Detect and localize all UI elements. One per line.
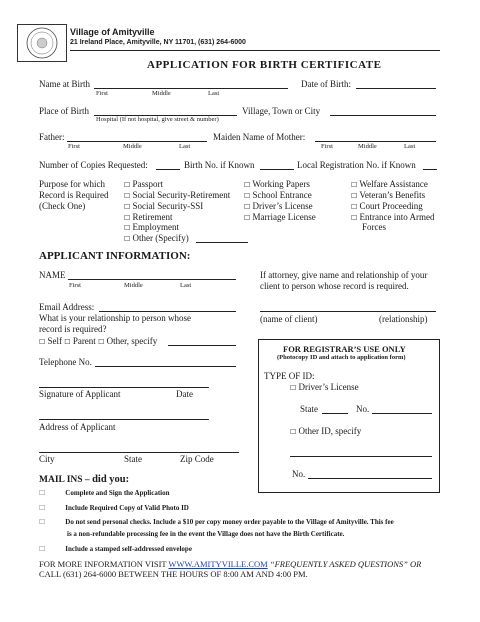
zip-label: Zip Code bbox=[180, 454, 214, 464]
state-label: State bbox=[124, 454, 142, 464]
checkbox-icon[interactable]: ☐ bbox=[39, 489, 46, 497]
registrar-title: FOR REGISTRAR’S USE ONLY bbox=[283, 344, 406, 354]
checkbox-icon[interactable]: ☐ bbox=[351, 203, 358, 211]
email-input[interactable] bbox=[99, 311, 236, 312]
last-label: Last bbox=[208, 90, 220, 97]
name-at-birth-label: Name at Birth bbox=[39, 79, 90, 89]
form-title: APPLICATION FOR BIRTH CERTIFICATE bbox=[147, 59, 382, 71]
email-label: Email Address: bbox=[39, 302, 95, 312]
first-label: First bbox=[96, 90, 108, 97]
purpose-option-drivers-license[interactable]: ☐ Driver’s License bbox=[244, 201, 313, 211]
date-of-birth-label: Date of Birth: bbox=[301, 79, 351, 89]
place-of-birth-label: Place of Birth bbox=[39, 106, 89, 116]
address-line-1[interactable] bbox=[39, 419, 209, 420]
telephone-input[interactable] bbox=[95, 366, 236, 367]
copies-requested-label: Number of Copies Requested: bbox=[39, 160, 148, 170]
applicant-middle-label: Middle bbox=[124, 282, 143, 289]
applicant-last-label: Last bbox=[180, 282, 192, 289]
checkbox-icon[interactable]: ☐ bbox=[39, 518, 46, 526]
registrar-no2-input[interactable] bbox=[308, 478, 432, 479]
checkbox-icon[interactable]: ☐ bbox=[351, 214, 358, 222]
footer-line-2: CALL (631) 264-6000 BETWEEN THE HOURS OF 8:00 AM AND 4:00 PM. bbox=[39, 569, 308, 579]
telephone-label: Telephone No. bbox=[39, 357, 92, 367]
checkbox-icon[interactable]: ☐ bbox=[351, 181, 358, 189]
birth-no-label: Birth No. if Known bbox=[184, 160, 255, 170]
relationship-question-1: What is your relationship to person whose bbox=[39, 313, 191, 323]
purpose-other-input[interactable] bbox=[196, 242, 248, 243]
registrar-no2-label: No. bbox=[292, 469, 306, 479]
father-middle-label: Middle bbox=[123, 143, 142, 150]
mother-first-label: First bbox=[321, 143, 333, 150]
purpose-armed-forces-cont: Forces bbox=[362, 222, 386, 232]
signature-input[interactable] bbox=[39, 387, 209, 388]
mail-ins-item-4[interactable]: ☐ Include a stamped self-addressed envelope bbox=[39, 545, 192, 553]
purpose-option-retirement[interactable]: ☐ Retirement bbox=[124, 212, 173, 222]
checkbox-icon[interactable]: ☐ bbox=[124, 181, 131, 189]
registrar-no-label: No. bbox=[356, 404, 370, 414]
footer-line-1: FOR MORE INFORMATION VISIT WWW.AMITYVILLE.COM “FREQUENTLY ASKED QUESTIONS” OR bbox=[39, 559, 422, 569]
registrar-box bbox=[258, 339, 440, 493]
registrar-other-id-input[interactable] bbox=[290, 456, 432, 457]
purpose-option-employment[interactable]: ☐ Employment bbox=[124, 222, 180, 232]
org-address: 21 Ireland Place, Amityville, NY 11701, (631) 264-6000 bbox=[70, 39, 246, 46]
purpose-option-other[interactable]: ☐ Other (Specify) bbox=[124, 233, 189, 243]
checkbox-icon[interactable]: ☐ bbox=[39, 504, 46, 512]
seal-icon bbox=[18, 25, 66, 61]
mail-ins-item-3-cont: is a non-refundable processing fee in the event the Village does not have the Birth Certificate. bbox=[67, 530, 345, 538]
applicant-heading: APPLICANT INFORMATION: bbox=[39, 250, 191, 262]
village-town-city-input[interactable] bbox=[330, 115, 436, 116]
mail-ins-item-1[interactable]: ☐ Complete and Sign the Application bbox=[39, 489, 170, 497]
checkbox-icon[interactable]: ☐ bbox=[124, 235, 131, 243]
father-first-label: First bbox=[68, 143, 80, 150]
birth-no-input[interactable] bbox=[260, 169, 294, 170]
mother-last-label: Last bbox=[404, 143, 416, 150]
applicant-first-label: First bbox=[69, 282, 81, 289]
copies-requested-input[interactable] bbox=[156, 169, 180, 170]
org-name: Village of Amityville bbox=[70, 27, 155, 37]
purpose-option-armed-forces[interactable]: ☐ Entrance into Armed bbox=[351, 212, 435, 222]
checkbox-icon[interactable]: ☐ bbox=[39, 545, 46, 553]
registrar-other-id[interactable]: ☐ Other ID, specify bbox=[290, 426, 362, 436]
mother-middle-label: Middle bbox=[358, 143, 377, 150]
purpose-option-marriage-license[interactable]: ☐ Marriage License bbox=[244, 212, 316, 222]
registrar-no-input[interactable] bbox=[372, 413, 432, 414]
address-label: Address of Applicant bbox=[39, 422, 116, 432]
applicant-name-label: NAME bbox=[39, 270, 66, 280]
checkbox-icon[interactable]: ☐ bbox=[244, 214, 251, 222]
purpose-label-3: (Check One) bbox=[39, 201, 86, 211]
purpose-option-welfare[interactable]: ☐ Welfare Assistance bbox=[351, 179, 428, 189]
attorney-note-2: client to person whose record is required. bbox=[260, 281, 409, 291]
purpose-label-1: Purpose for which bbox=[39, 179, 105, 189]
other-option[interactable]: Other, specify bbox=[106, 336, 158, 346]
self-option[interactable]: Self bbox=[47, 336, 63, 346]
address-line-2[interactable] bbox=[39, 452, 239, 453]
father-last-label: Last bbox=[179, 143, 191, 150]
checkbox-icon[interactable]: ☐ bbox=[39, 338, 46, 346]
name-at-birth-input[interactable] bbox=[94, 88, 288, 89]
header-rule bbox=[70, 50, 440, 51]
parent-option[interactable]: Parent bbox=[72, 336, 96, 346]
purpose-option-ss-retirement[interactable]: ☐ Social Security-Retirement bbox=[124, 190, 231, 200]
village-seal-logo bbox=[17, 24, 67, 62]
checkbox-icon[interactable]: ☐ bbox=[290, 428, 297, 436]
checkbox-icon[interactable]: ☐ bbox=[124, 214, 131, 222]
purpose-option-passport[interactable]: ☐ Passport bbox=[124, 179, 164, 189]
type-of-id-label: TYPE OF ID: bbox=[264, 371, 315, 381]
middle-label: Middle bbox=[152, 90, 171, 97]
signature-label: Signature of Applicant bbox=[39, 389, 121, 399]
purpose-option-veterans[interactable]: ☐ Veteran’s Benefits bbox=[351, 190, 426, 200]
checkbox-icon[interactable]: ☐ bbox=[290, 384, 297, 392]
checkbox-icon[interactable]: ☐ bbox=[124, 224, 131, 232]
relationship-question-2: record is required? bbox=[39, 324, 107, 334]
father-input[interactable] bbox=[67, 141, 207, 142]
checkbox-icon[interactable]: ☐ bbox=[244, 203, 251, 211]
amityville-website-link[interactable]: WWW.AMITYVILLE.COM bbox=[168, 559, 268, 569]
local-reg-no-input[interactable] bbox=[423, 169, 437, 170]
purpose-option-working-papers[interactable]: ☐ Working Papers bbox=[244, 179, 310, 189]
applicant-name-input[interactable] bbox=[68, 279, 236, 280]
attorney-note-1: If attorney, give name and relationship of your bbox=[260, 270, 428, 280]
date-of-birth-input[interactable] bbox=[356, 88, 436, 89]
date-label: Date bbox=[176, 389, 193, 399]
purpose-label-2: Record is Required bbox=[39, 190, 109, 200]
relationship-options bbox=[39, 336, 157, 346]
registrar-state-label: State bbox=[300, 404, 318, 414]
registrar-drivers-license[interactable]: ☐ Driver’s License bbox=[290, 382, 359, 392]
maiden-name-mother-label: Maiden Name of Mother: bbox=[213, 132, 306, 142]
checkbox-icon[interactable]: ☐ bbox=[64, 338, 71, 346]
name-of-client-label: (name of client) bbox=[260, 314, 318, 324]
city-label: City bbox=[39, 454, 55, 464]
checkbox-icon[interactable]: ☐ bbox=[244, 192, 251, 200]
registrar-state-input[interactable] bbox=[322, 413, 348, 414]
registrar-subtitle: (Photocopy ID and attach to application form) bbox=[277, 354, 406, 361]
relationship-label: (relationship) bbox=[379, 314, 428, 324]
mail-ins-heading: MAIL INS – did you: bbox=[39, 474, 130, 485]
checkbox-icon[interactable]: ☐ bbox=[244, 181, 251, 189]
purpose-option-school-entrance[interactable]: ☐ School Entrance bbox=[244, 190, 312, 200]
checkbox-icon[interactable]: ☐ bbox=[351, 192, 358, 200]
purpose-option-ss-ssi[interactable]: ☐ Social Security-SSI bbox=[124, 201, 204, 211]
village-town-city-label: Village, Town or City bbox=[242, 106, 321, 116]
other-specify-input[interactable] bbox=[168, 345, 236, 346]
maiden-name-mother-input[interactable] bbox=[315, 141, 436, 142]
checkbox-icon[interactable]: ☐ bbox=[98, 338, 105, 346]
checkbox-icon[interactable]: ☐ bbox=[124, 192, 131, 200]
mail-ins-item-2[interactable]: ☐ Include Required Copy of Valid Photo ID bbox=[39, 504, 189, 512]
local-reg-no-label: Local Registration No. if Known bbox=[297, 160, 416, 170]
hospital-note: Hospital (If not hospital, give street & number) bbox=[96, 116, 219, 123]
purpose-option-court[interactable]: ☐ Court Proceeding bbox=[351, 201, 423, 211]
attorney-client-input[interactable] bbox=[260, 311, 436, 312]
mail-ins-item-3[interactable]: ☐ Do not send personal checks. Include a $10 per copy money order payable to the Village of Amityville. This fee bbox=[39, 518, 394, 526]
father-label: Father: bbox=[39, 132, 65, 142]
checkbox-icon[interactable]: ☐ bbox=[124, 203, 131, 211]
